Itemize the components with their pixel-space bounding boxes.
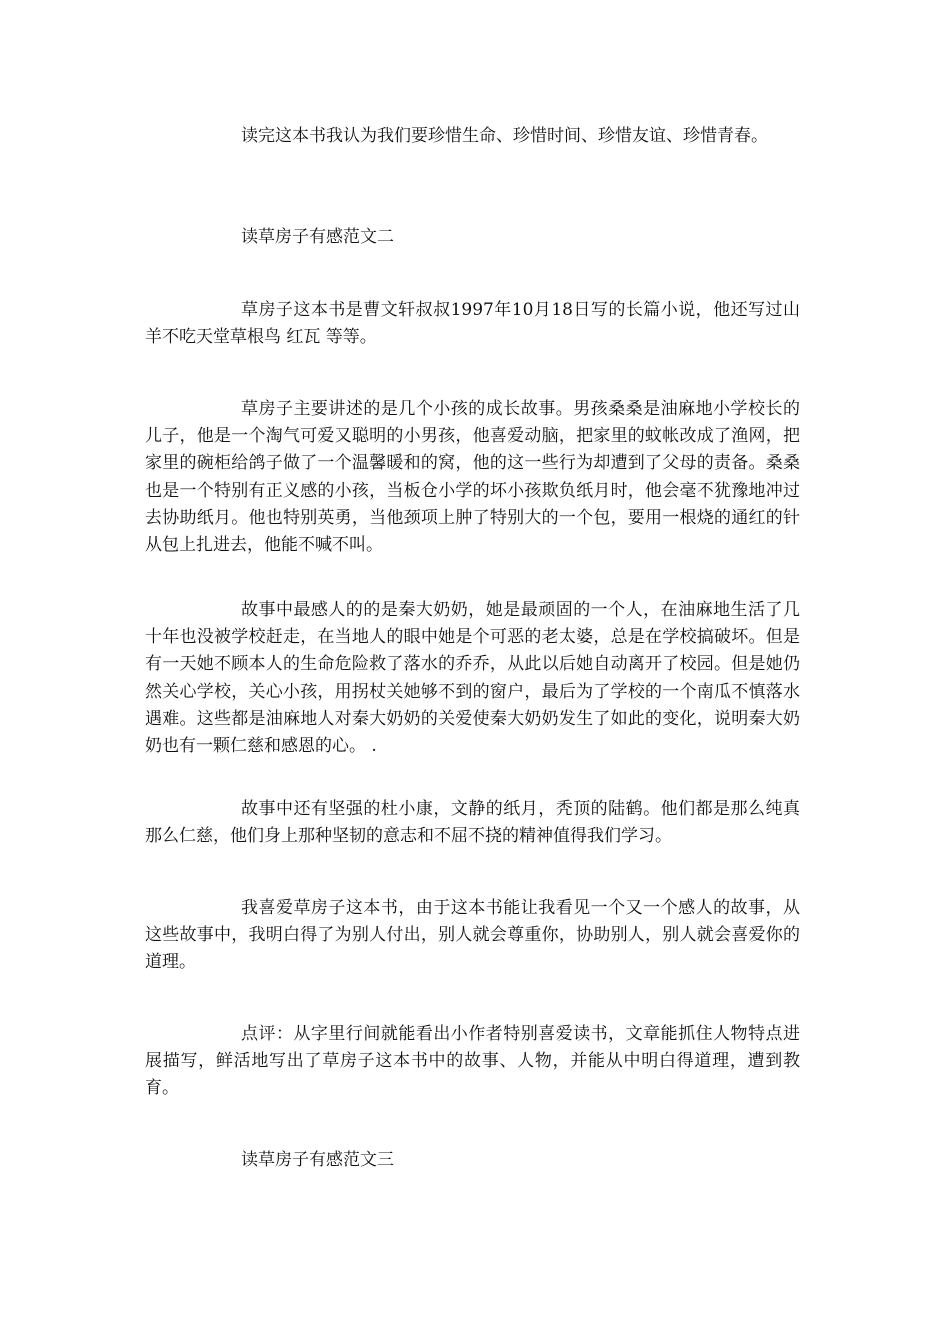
paragraph-review-comment: 点评：从字里行间就能看出小作者特别喜爱读书，文章能抓住人物特点进展描写，鲜活地写出了草房子这本书中的故事、人物，并能从中明白得道理，遭到教育。 xyxy=(145,1024,800,1099)
paragraph-sangsang: 草房子主要讲述的是几个小孩的成长故事。男孩桑桑是油麻地小学校长的儿子，他是一个淘气可爱又聪明的小男孩，他喜爱动脑，把家里的蚊帐改成了渔网，把家里的碗柜给鸽子做了一个温馨暖和的窝，他的这一些行为却遭到了父母的责备。桑桑也是一个特别有正义感的小孩，当板仓小学的坏小孩欺负纸月时，他会毫不犹豫地冲过去协助纸月。他也特别英勇，当他颈项上肿了特别大的一个包，要用一根烧的通红的针从包上扎进去，他能不喊不叫。 xyxy=(145,399,800,556)
section-heading-essay-three: 读草房子有感范文三 xyxy=(241,1150,394,1170)
paragraph-other-characters: 故事中还有坚强的杜小康，文静的纸月，秃顶的陆鹤。他们都是那么纯真那么仁慈，他们身上那种坚韧的意志和不屈不挠的精神值得我们学习。 xyxy=(145,799,800,847)
paragraph-grandma-qin: 故事中最感人的的是秦大奶奶，她是最顽固的一个人，在油麻地生活了几十年也没被学校赶走，在当地人的眼中她是个可恶的老太婆，总是在学校搞破坏。但是有一天她不顾本人的生命危险救了落水的乔乔，从此以后她自动离开了校园。但是她仍然关心学校，关心小孩，用拐杖关她够不到的窗户，最后为了学校的一个南瓜不慎落水遇难。这些都是油麻地人对秦大奶奶的关爱使秦大奶奶发生了如此的变化，说明秦大奶奶也有一颗仁慈和感恩的心。 . xyxy=(145,600,800,757)
paragraph-conclusion: 读完这本书我认为我们要珍惜生命、珍惜时间、珍惜友谊、珍惜青春。 xyxy=(241,126,768,146)
paragraph-why-i-like: 我喜爱草房子这本书，由于这本书能让我看见一个又一个感人的故事，从这些故事中，我明白得了为别人付出，别人就会尊重你，协助别人，别人就会喜爱你的道理。 xyxy=(145,898,800,973)
section-heading-essay-two: 读草房子有感范文二 xyxy=(241,227,394,247)
paragraph-book-intro: 草房子这本书是曹文轩叔叔1997年10月18日写的长篇小说，他还写过山羊不吃天堂草根鸟 红瓦 等等。 xyxy=(145,300,800,348)
